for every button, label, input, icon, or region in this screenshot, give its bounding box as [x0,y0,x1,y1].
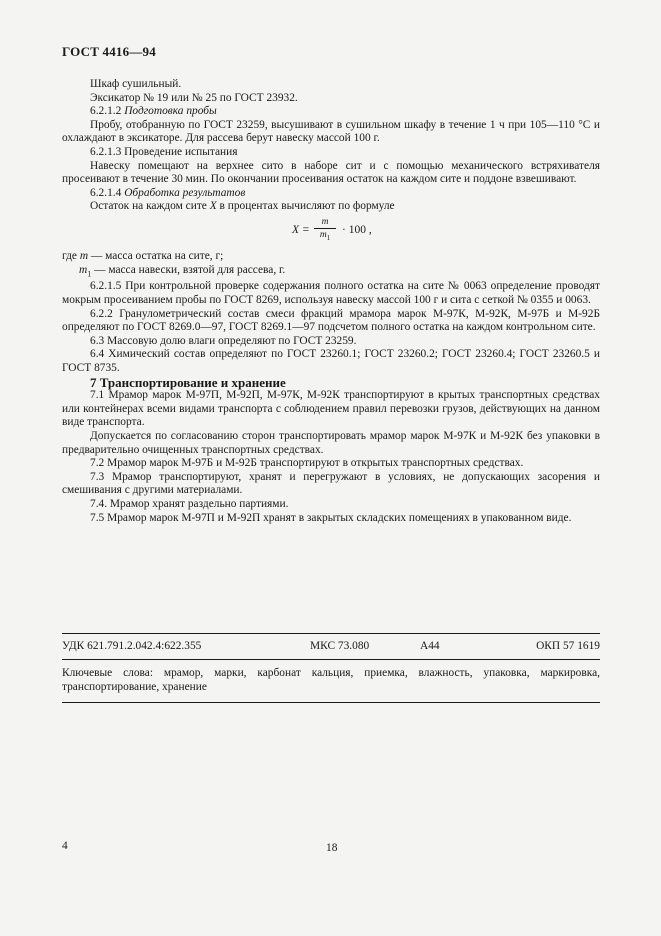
subsection-number: 6.2.1.2 [90,105,122,118]
keywords-text: Ключевые слова: мрамор, марки, карбонат кальция, приемка, влажность, упаковка, маркировка, транспортирование, хранение [62,667,600,693]
equipment-line: Эксикатор № 19 или № 25 по ГОСТ 23932. [90,91,298,104]
udk-code: УДК 621.791.2.042.4:622.355 [62,640,202,652]
paragraph: 7.3 Мрамор транспортируют, хранят и перегружают в условиях, не допускающих засорения и смешивания с другими материалами. [62,470,600,497]
divider [62,659,600,660]
subsection-heading: 6.2.1.3 Проведение испытания [90,145,238,158]
paragraph: 7.1 Мрамор марок М-97П, М-92П, М-97К, М-92К транспортируют в крытых транспортных средствах или контейнерах всеми видами транспорта с соблюдением правил перевозки грузов, действующих на данном виде транспорта. [62,389,600,429]
formula-numerator: m [314,216,336,229]
formula-lhs: X = [292,223,310,236]
formula-denominator: $m_1$ [319,229,331,242]
mks-code: МКС 73.080 [310,640,370,652]
formula-rhs: · 100 , [342,223,372,236]
document-header: ГОСТ 4416—94 [62,44,156,59]
okp-code: ОКП 57 1619 [536,640,600,652]
formula-legend [62,250,600,280]
keywords [62,667,600,694]
page-number: 18 [326,842,338,854]
legend-line: $m_1$ — масса навески, взятой для рассева, г. [79,263,286,278]
paragraph: Навеску помещают на верхнее сито в наборе сит и с помощью механического встряхивателя просеивают в течение 30 мин. По окончании просеивания остаток на каждом сите и поддоне взвешивают. [62,159,600,186]
equipment-line: Шкаф сушильный. [90,78,182,90]
subsection-title: Обработка результатов [124,186,246,199]
divider [62,633,600,634]
subsection-number: 6.2.1.4 [90,186,122,199]
paragraph: 6.3 Массовую долю влаги определяют по ГОСТ 23259. [90,334,357,347]
subsection-heading [62,187,600,201]
section-heading: 7 Транспортирование и хранение [90,374,286,390]
paragraph: 6.4 Химический состав определяют по ГОСТ 23260.1; ГОСТ 23260.2; ГОСТ 23260.4; ГОСТ 23260.5 и ГОСТ 8735. [62,348,600,374]
classification-row [62,640,600,656]
formula-fraction [314,216,336,244]
subsection-heading [62,105,600,119]
subsection-title: Подготовка пробы [124,105,217,118]
paragraph: 6.2.2 Гранулометрический состав смеси фракций мрамора марок М-97К, М-92К, М-97Б и М-92Б определяют по ГОСТ 8269.0—97, ГОСТ 8269.1—97 подсчетом полного остатка на каждом контрольном сите. [62,307,600,334]
footer-number: 4 [62,840,68,852]
legend-line: где m — масса остатка на сите, г; [62,249,224,262]
paragraph: 6.2.1.5 При контрольной проверке содержания полного остатка на сите № 0063 определение проводят мокрым просеиванием пробы по ГОСТ 8269, используя навеску массой 100 г и сита с сеткой № 0355 и 0063. [62,280,600,306]
paragraph: Остаток на каждом сите X в процентах вычисляют по формуле [90,200,395,213]
paragraph: 7.2 Мрамор марок М-97Б и М-92Б транспортируют в открытых транспортных средствах. [90,457,524,470]
a-code: А44 [420,640,440,652]
paragraph: 7.5 Мрамор марок М-97П и М-92П хранят в закрытых складских помещениях в упакованном виде. [90,511,572,524]
formula [62,216,600,246]
paragraph: Пробу, отобранную по ГОСТ 23259, высушивают в сушильном шкафу в течение 1 ч при 105—110 °С и охлаждают в эксикаторе. Для рассева берут навеску массой 100 г. [62,118,600,145]
document-body [62,78,600,525]
paragraph: 7.4. Мрамор хранят раздельно партиями. [90,497,289,510]
paragraph: Допускается по согласованию сторон транспортировать мрамор марок М-97К и М-92К без упаковки в предварительно очищенных транспортных средствах. [62,429,600,456]
divider [62,702,600,703]
